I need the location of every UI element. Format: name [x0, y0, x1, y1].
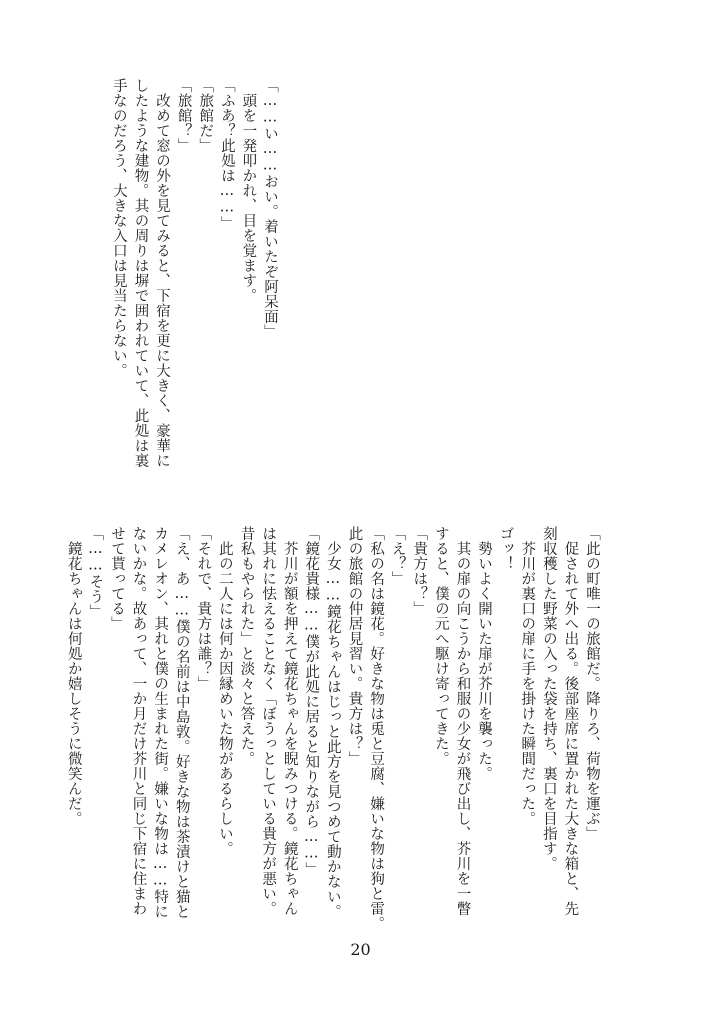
text-line: カメレオン、其れと僕の生まれた街。嫌いな物は……特に [152, 526, 169, 919]
text-line: 刻収穫した野菜の入った袋を持ち、裏口を目指す。 [540, 526, 557, 871]
text-line: ないかな。故あって、一か月だけ芥川と同じ下宿に住まわ [130, 526, 147, 916]
text-line: 「此の町唯一の旅館だ。降りろ、荷物を運ぶ」 [584, 526, 600, 841]
text-line: 此の二人には何か因縁めいた物があるらしい。 [216, 526, 233, 856]
text-line: 「……そう」 [87, 526, 104, 619]
text-line: 鏡花ちゃんは何処か嬉しそうに微笑んだ。 [65, 526, 82, 826]
text-line: 「……い……おい。着いたぞ阿呆面」 [262, 78, 278, 339]
text-line: 此の旅館の仲居見習い。貴方は？」 [346, 526, 363, 766]
text-line: 其の扉の向こうから和服の少女が飛び出し、芥川を一瞥 [454, 526, 471, 916]
text-line: は其れに怯えることなく「ぼうっとしている貴方が悪い。 [260, 526, 277, 916]
text-line: せて貰ってる」 [108, 526, 125, 631]
page-number: 20 [350, 940, 371, 959]
text-line: 芥川が額を押えて鏡花ちゃんを睨みつける。鏡花ちゃん [281, 526, 298, 916]
text-line: 「旅館？」 [175, 78, 192, 153]
text-line: 少女……鏡花ちゃんはじっと此方を見つめて動かない。 [324, 526, 341, 919]
text-line: 芥川が裏口の扉に手を掛けた瞬間だった。 [519, 526, 536, 826]
text-line: 促されて外へ出る。後部座席に置かれた大きな箱と、先 [562, 526, 579, 916]
lower-text-block [65, 526, 602, 946]
text-line: 手なのだろう、大きな入口は見当たらない。 [110, 78, 127, 378]
text-line: 「それで、貴方は誰？」 [195, 526, 212, 691]
text-line: 昔私もやられた」と淡々と答えた。 [238, 526, 255, 766]
text-line: 「貴方は？」 [411, 526, 428, 616]
upper-text-block [0, 78, 280, 498]
text-line: したような建物。其の周りは塀で囲われていて、此処は裏 [132, 78, 149, 468]
text-line: 「旅館だ」 [197, 78, 214, 153]
text-line: 「ふあ？此処は……」 [218, 78, 235, 231]
text-line: 勢いよく開いた扉が芥川を襲った。 [476, 526, 493, 781]
text-line: すると、僕の元へ駆け寄ってきた。 [432, 526, 449, 766]
text-line: 「え？」 [389, 526, 406, 586]
text-line: ゴッ！ [497, 526, 514, 571]
text-line: 改めて窓の外を見てみると、下宿を更に大きく、豪華に [154, 78, 171, 468]
text-line: 「え、あ……僕の名前は中島敦。好きな物は茶漬けと猫と [173, 526, 190, 919]
text-line: 「鏡花貴様……僕が此処に居ると知りながら……」 [303, 526, 320, 877]
text-line: 頭を一発叩かれ、目を覚ます。 [240, 78, 257, 303]
text-line: 「私の名は鏡花。好きな物は兎と豆腐、嫌いな物は狗と雷。 [368, 526, 385, 931]
